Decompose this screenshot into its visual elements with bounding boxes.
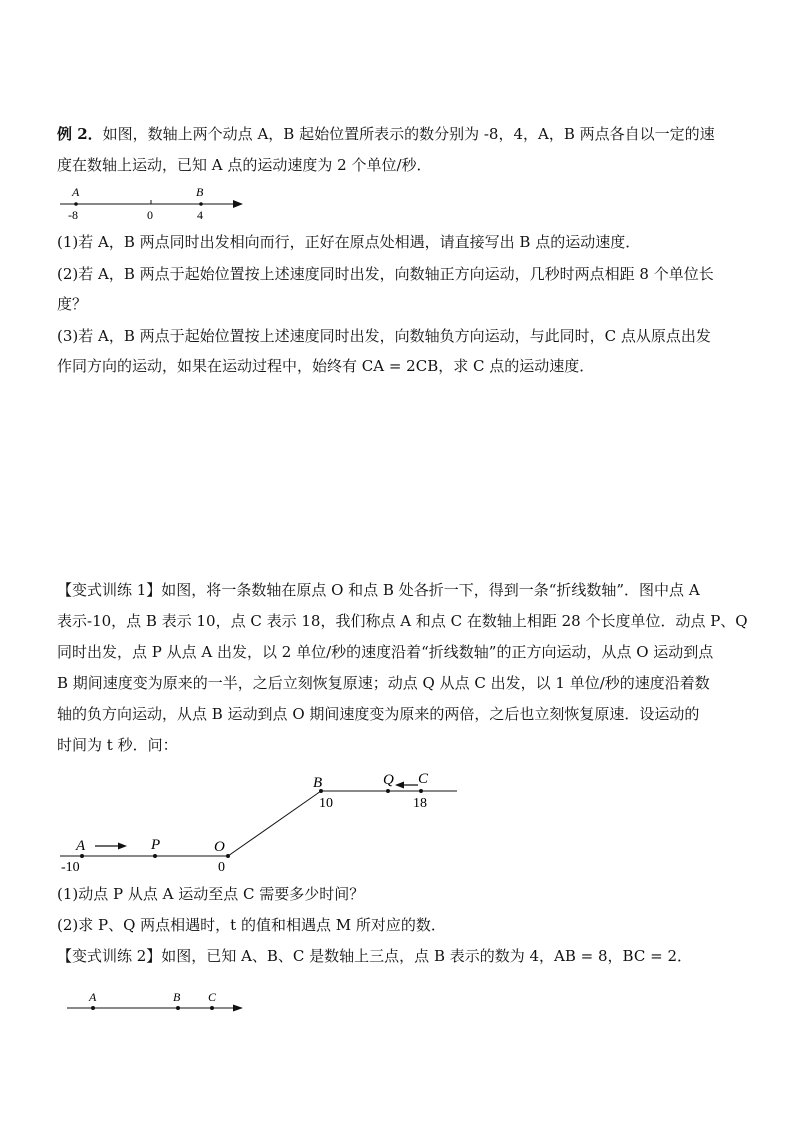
variant1-q2: (2)求 P、Q 两点相遇时，t 的值和相遇点 M 所对应的数． bbox=[57, 916, 446, 934]
point-O bbox=[226, 854, 230, 858]
example2-q2-line1: (2)若 A，B 两点于起始位置按上述速度同时出发，向数轴正方向运动，几秒时两点相距 8 个单位长 bbox=[57, 265, 714, 283]
variant2-line1: 【变式训练 2】如图，已知 A、B、C 是数轴上三点，点 B 表示的数为 4，AB = 8，BC = 2． bbox=[57, 947, 692, 965]
num-A: -10 bbox=[61, 860, 80, 875]
variant1-line5: 轴的负方向运动，从点 B 运动到点 O 期间速度变为原来的两倍，之后也立刻恢复原速．设运动的 bbox=[57, 705, 700, 723]
tick-label-0: 0 bbox=[147, 208, 153, 222]
num-O: 0 bbox=[218, 860, 225, 875]
variant2-number-line bbox=[62, 988, 252, 1018]
example2-q3-line1: (3)若 A，B 两点于起始位置按上述速度同时出发，向数轴负方向运动，与此同时，C 点从原点出发 bbox=[57, 327, 711, 345]
label-P: P bbox=[151, 837, 161, 853]
label-A: A bbox=[89, 990, 97, 1004]
tick-label-4: 4 bbox=[197, 208, 203, 222]
variant1-q1: (1)动点 P 从点 A 运动至点 C 需要多少时间？ bbox=[57, 885, 365, 903]
variant1-line2: 表示-10，点 B 表示 10，点 C 表示 18，我们称点 A 和点 C 在数轴上相距 28 个长度单位．动点 P、Q bbox=[57, 612, 748, 630]
point-C bbox=[210, 1006, 214, 1010]
label-B: B bbox=[313, 775, 323, 791]
variant1-line3: 同时出发，点 P 从点 A 出发，以 2 单位/秒的速度沿着“折线数轴”的正方向运动，从点 O 运动到点 bbox=[57, 643, 714, 661]
arrow-icon bbox=[233, 1005, 243, 1012]
num-C: 18 bbox=[413, 796, 427, 811]
variant1-line4: B 期间速度变为原来的一半，之后立刻恢复原速；动点 Q 从点 C 出发，以 1 单位/秒的速度沿着数 bbox=[57, 674, 710, 692]
label-C: C bbox=[208, 990, 217, 1004]
right-arrow-icon bbox=[118, 843, 127, 850]
arrow-icon bbox=[233, 200, 243, 208]
point-C bbox=[419, 789, 423, 793]
slanted-segment bbox=[228, 791, 321, 856]
num-B: 10 bbox=[319, 796, 333, 811]
label-B: B bbox=[196, 185, 204, 199]
point-Q bbox=[386, 789, 390, 793]
label-A: A bbox=[72, 185, 80, 199]
example2-title: 例 2． bbox=[57, 125, 103, 143]
label-A: A bbox=[76, 838, 86, 854]
point-B bbox=[176, 1006, 180, 1010]
example2-q1: (1)若 A，B 两点同时出发相向而行，正好在原点处相遇，请直接写出 B 点的运动速度． bbox=[57, 233, 641, 251]
label-O: O bbox=[214, 839, 225, 855]
label-Q: Q bbox=[383, 772, 394, 788]
example2-number-line bbox=[55, 183, 255, 223]
variant1-line6: 时间为 t 秒．问： bbox=[57, 736, 178, 754]
example2-intro-line1: 例 2．如图，数轴上两个动点 A，B 起始位置所表示的数分别为 -8，4，A，B 两点各自以一定的速 bbox=[57, 125, 715, 143]
point-B bbox=[199, 202, 203, 206]
point-A bbox=[80, 854, 84, 858]
variant1-folded-number-line bbox=[55, 765, 475, 880]
point-A bbox=[74, 202, 78, 206]
example2-q2-line2: 度？ bbox=[57, 295, 88, 313]
variant1-line1: 【变式训练 1】如图，将一条数轴在原点 O 和点 B 处各折一下，得到一条“折线数轴”．图中点 A bbox=[57, 581, 700, 599]
tick-label-neg8: -8 bbox=[68, 208, 78, 222]
left-arrow-icon bbox=[395, 782, 404, 789]
example2-q3-line2: 作同方向的运动，如果在运动过程中，始终有 CA = 2CB，求 C 点的运动速度． bbox=[57, 357, 595, 375]
point-A bbox=[91, 1006, 95, 1010]
label-C: C bbox=[418, 771, 429, 787]
example2-intro-line2: 度在数轴上运动，已知 A 点的运动速度为 2 个单位/秒． bbox=[57, 156, 432, 174]
label-B: B bbox=[173, 990, 181, 1004]
point-P bbox=[153, 854, 157, 858]
